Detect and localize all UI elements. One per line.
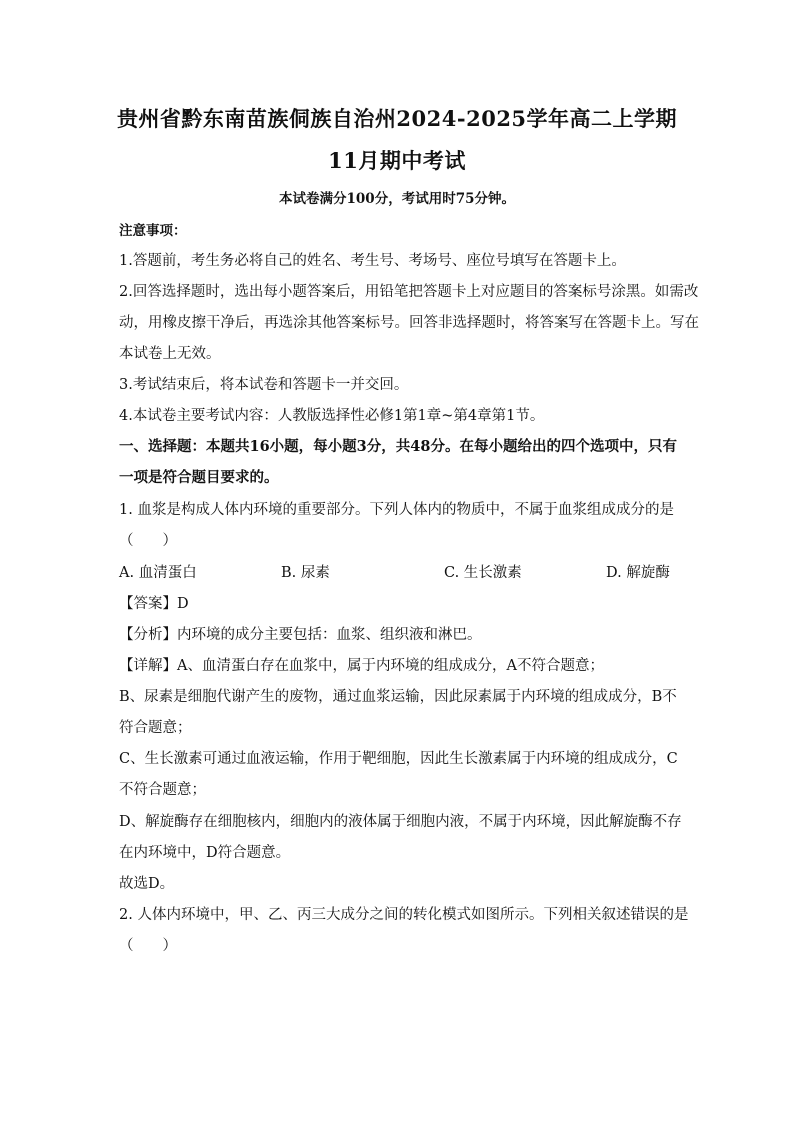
detail-line: 符合题意；: [119, 720, 192, 736]
detail-line: C、生长激素可通过血液运输，作用于靶细胞，因此生长激素属于内环境的组成成分，C: [119, 751, 678, 767]
note-line: 4.本试卷主要考试内容：人教版选择性必修1第1章~第4章第1节。: [119, 408, 545, 424]
question-stem: 2. 人体内环境中，甲、乙、丙三大成分之间的转化模式如图所示。下列相关叙述错误的是: [119, 907, 689, 923]
note-line: 3.考试结束后，将本试卷和答题卡一并交回。: [119, 377, 409, 393]
question-stem: （ ）: [119, 533, 177, 549]
question-stem: （ ）: [119, 938, 177, 954]
section-heading: 一、选择题：本题共16小题，每小题3分，共48分。在每小题给出的四个选项中，只有: [119, 438, 677, 455]
note-line: 动，用橡皮擦干净后，再选涂其他答案标号。回答非选择题时，将答案写在答题卡上。写在: [119, 315, 699, 331]
option-c: C. 生长激素: [444, 565, 522, 581]
section-heading: 一项是符合题目要求的。: [119, 469, 279, 486]
doc-title-line2: 11月期中考试: [328, 148, 466, 173]
detail-line: B、尿素是细胞代谢产生的废物，通过血浆运输，因此尿素属于内环境的组成成分，B不: [119, 689, 677, 705]
note-line: 1.答题前，考生务必将自己的姓名、考生号、考场号、座位号填写在答题卡上。: [119, 253, 626, 269]
note-line: 本试卷上无效。: [119, 346, 221, 362]
option-b: B. 尿素: [281, 565, 330, 581]
option-a: A. 血清蛋白: [119, 565, 197, 581]
detail-line: 故选D。: [119, 876, 175, 892]
detail-line: 不符合题意；: [119, 782, 206, 798]
doc-title-line1: 贵州省黔东南苗族侗族自治州2024-2025学年高二上学期: [116, 106, 678, 131]
note-line: 2.回答选择题时，选出每小题答案后，用铅笔把答题卡上对应题目的答案标号涂黑。如需改: [119, 284, 699, 300]
question-stem: 1. 血浆是构成人体内环境的重要部分。下列人体内的物质中，不属于血浆组成成分的是: [119, 502, 674, 518]
detail-line: D、解旋酶存在细胞核内，细胞内的液体属于细胞内液，不属于内环境，因此解旋酶不存: [119, 814, 682, 830]
notes-heading: 注意事项：: [119, 223, 187, 239]
option-d: D. 解旋酶: [606, 565, 670, 581]
detail-line: 在内环境中，D符合题意。: [119, 845, 291, 861]
doc-subtitle: 本试卷满分100分，考试用时75分钟。: [279, 191, 515, 207]
answer-line: 【答案】D: [119, 596, 189, 612]
analysis-line: 【分析】内环境的成分主要包括：血浆、组织液和淋巴。: [119, 627, 482, 643]
detail-line: 【详解】A、血清蛋白存在血浆中，属于内环境的组成成分，A不符合题意；: [119, 658, 604, 674]
